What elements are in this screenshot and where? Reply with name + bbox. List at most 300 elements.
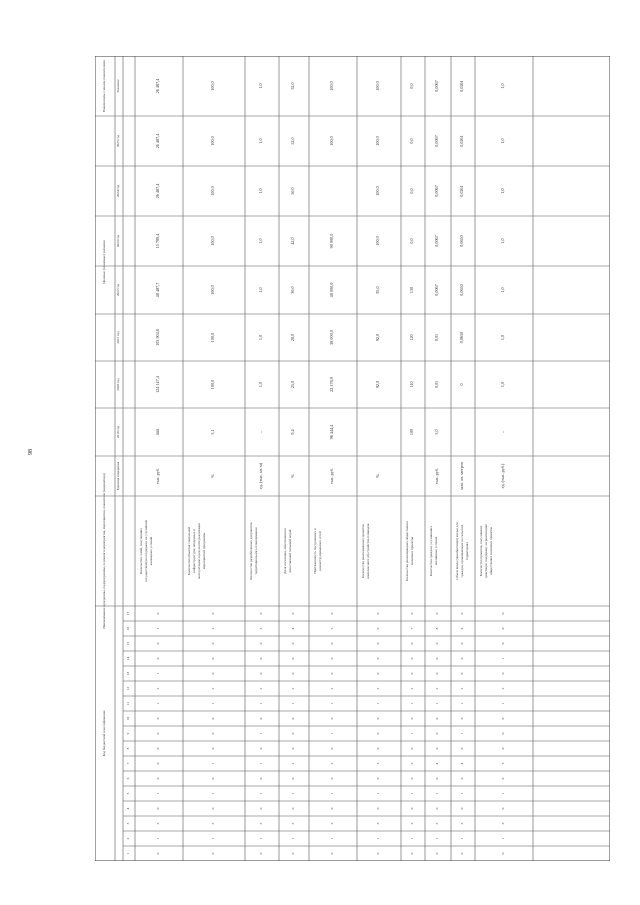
indicator-name: жилищные условия xyxy=(434,536,438,566)
code-digit: 3 xyxy=(259,627,263,630)
code-digit: 0 xyxy=(330,642,334,645)
indicator-name: Количество граждан, улучшивших xyxy=(429,525,433,577)
year-value-1: 0,01 xyxy=(434,380,439,389)
code-digit: 0 xyxy=(435,807,439,810)
code-digit: 0 xyxy=(259,642,263,645)
code-digit: 1 xyxy=(211,762,215,765)
year-value-5: 0,0261 xyxy=(459,185,464,197)
code-digit: 0 xyxy=(376,852,380,855)
year-value-6: 26 487,4 xyxy=(155,133,160,149)
indicator-table xyxy=(95,56,610,861)
base-value: 9,4 xyxy=(290,429,295,435)
last-value: 0,0 xyxy=(409,83,414,89)
indicator-name: грантовую поддержку на реализацию xyxy=(484,523,488,579)
code-digit: 0 xyxy=(501,627,505,630)
col-number: 5 xyxy=(126,792,130,795)
year-value-6: 1,0 xyxy=(500,138,505,144)
code-digit: 3 xyxy=(376,762,380,765)
code-digit: 1 xyxy=(291,702,295,705)
col-number: 17 xyxy=(126,611,130,616)
year-value-2: 1,0 xyxy=(500,334,505,341)
col-number: 3 xyxy=(126,822,130,825)
year-value-6: 100,0 xyxy=(210,136,215,146)
code-digit: 1 xyxy=(435,792,439,795)
year-value-6: 1,0 xyxy=(258,138,263,144)
year-value-6: 0,0 xyxy=(409,138,414,144)
code-digit: 1 xyxy=(435,837,439,840)
indicator-name: Объем ввода (приобретения) жилья для xyxy=(455,522,459,580)
indicator-name: Количество реализованных общественно xyxy=(405,521,409,581)
code-digit: 0 xyxy=(460,642,464,645)
unit-value: ед. (тыс. кв. м) xyxy=(258,462,263,490)
year-value-2: 0,01 xyxy=(434,333,439,342)
year-value-4: 0,0 xyxy=(409,238,414,244)
year-value-5: 100,0 xyxy=(375,186,380,196)
code-digit: 4 xyxy=(460,762,464,765)
code-digit: 0 xyxy=(291,717,295,720)
code-digit: 0 xyxy=(291,612,295,615)
code-digit: 0 xyxy=(211,717,215,720)
code-digit: 9 xyxy=(460,627,464,630)
base-value: 96 444,4 xyxy=(329,424,334,440)
code-digit: 5 xyxy=(501,762,505,765)
code-digit: 3 xyxy=(501,822,505,825)
code-digit: 0 xyxy=(330,747,334,750)
code-digit: 0 xyxy=(211,732,215,735)
code-digit: 0 xyxy=(156,657,160,660)
code-digit: 0 xyxy=(156,807,160,810)
indicator-name: граждан, проживающих на сельских xyxy=(460,524,464,578)
code-digit: 1 xyxy=(156,672,160,675)
code-digit: 0 xyxy=(330,777,334,780)
header-unit: Единица измерения xyxy=(116,461,120,491)
last-value: 1,0 xyxy=(500,83,505,89)
year-value-1: 124 147,4 xyxy=(155,376,160,393)
col-number: 13 xyxy=(126,671,130,676)
col-number: 14 xyxy=(126,656,130,661)
col-number: 9 xyxy=(126,732,130,735)
code-digit: 1 xyxy=(501,792,505,795)
last-value: 0,0261 xyxy=(459,80,464,92)
year-value-5: 0,0 xyxy=(409,188,414,194)
code-digit: 1 xyxy=(259,762,263,765)
code-digit: 4 xyxy=(435,762,439,765)
code-digit: 1 xyxy=(211,837,215,840)
code-digit: 0 xyxy=(376,672,380,675)
indicator-name: Количество разработанных документов xyxy=(249,522,253,580)
year-value-6: 0,0067 xyxy=(434,135,439,147)
code-digit: 0 xyxy=(435,777,439,780)
code-digit: 0 xyxy=(410,642,414,645)
year-value-1: 1,0 xyxy=(258,381,263,388)
code-digit: 1 xyxy=(460,837,464,840)
code-digit: 0 xyxy=(291,747,295,750)
code-digit: 0 xyxy=(376,642,380,645)
code-digit: 3 xyxy=(156,822,160,825)
unit-value: тыс. руб. xyxy=(434,468,439,484)
code-digit: 0 xyxy=(259,852,263,855)
code-digit: 2 xyxy=(435,687,439,690)
code-digit: 0 xyxy=(410,612,414,615)
year-value-4: 42,0 xyxy=(290,237,295,245)
code-digit: 1 xyxy=(460,702,464,705)
code-digit: 0 xyxy=(435,657,439,660)
code-digit: 3 xyxy=(435,822,439,825)
code-digit: 0 xyxy=(501,672,505,675)
base-value: – xyxy=(500,430,505,434)
code-digit: 0 xyxy=(435,732,439,735)
code-digit: 3 xyxy=(291,822,295,825)
code-digit: 1 xyxy=(410,732,414,735)
year-value-3: 1,0 xyxy=(258,287,263,293)
col-number: 2 xyxy=(126,837,130,840)
last-value: 100,0 xyxy=(375,81,380,91)
code-digit: 0 xyxy=(156,717,160,720)
code-digit: 0 xyxy=(211,852,215,855)
year-value-6: 100,0 xyxy=(329,136,334,146)
year-value-3: 0,0650 xyxy=(459,284,464,296)
code-digit: 1 xyxy=(211,702,215,705)
unit-value: млн. кв. метров xyxy=(459,462,464,490)
year-value-3: 0,0067 xyxy=(434,284,439,296)
code-digit: 0 xyxy=(501,717,505,720)
code-digit: 3 xyxy=(330,822,334,825)
year-value-1: 100,0 xyxy=(210,379,215,390)
code-digit: 0 xyxy=(211,657,215,660)
code-digit: 0 xyxy=(460,777,464,780)
year-value-2: 38 000,0 xyxy=(329,330,334,345)
code-digit: 0 xyxy=(259,807,263,810)
year-value-2: 92,0 xyxy=(375,333,380,342)
code-digit: 0 xyxy=(376,747,380,750)
indicator-name: качественной питьевой водой xyxy=(288,529,292,573)
header-base: 2019 год xyxy=(116,425,120,439)
col-number: 11 xyxy=(126,701,130,706)
code-digit: 0 xyxy=(211,672,215,675)
code-digit: 1 xyxy=(460,792,464,795)
header-last: Значение xyxy=(116,79,120,93)
code-digit: 2 xyxy=(460,687,464,690)
year-value-2: 103 904,8 xyxy=(155,329,160,346)
code-digit: 0 xyxy=(156,747,160,750)
code-digit: 0 xyxy=(501,777,505,780)
code-digit: 0 xyxy=(211,642,215,645)
code-digit: 0 xyxy=(259,717,263,720)
indicator-name: инфраструктуры, введенных в xyxy=(192,529,196,573)
code-digit: 1 xyxy=(156,627,160,630)
code-digit: 2 xyxy=(156,687,160,690)
code-digit: 1 xyxy=(330,732,334,735)
last-value: 0,0067 xyxy=(434,80,439,92)
code-digit: 2 xyxy=(291,762,295,765)
indicator-name: Количество проектов, получивших xyxy=(479,525,483,577)
year-value-4: 100,0 xyxy=(210,236,215,246)
code-digit: 2 xyxy=(211,687,215,690)
code-digit: 0 xyxy=(211,747,215,750)
code-digit: 1 xyxy=(211,792,215,795)
year-value-6: 100,0 xyxy=(375,136,380,146)
indicator-name: реконструированных сетей xyxy=(318,531,322,571)
code-digit: 0 xyxy=(460,612,464,615)
indicator-name: территориях xyxy=(465,541,469,561)
last-value: 1,0 xyxy=(258,83,263,89)
code-digit: 0 xyxy=(410,717,414,720)
indicator-name: комплексного обустройства площадок xyxy=(366,523,370,579)
code-digit: 1 xyxy=(410,792,414,795)
code-digit: 1 xyxy=(501,702,505,705)
year-value-5: 50,0 xyxy=(290,187,295,195)
code-digit: 0 xyxy=(435,672,439,675)
code-digit: 0 xyxy=(291,807,295,810)
code-digit: 1 xyxy=(330,792,334,795)
code-digit: 2 xyxy=(501,687,505,690)
year-value-6: 0,0261 xyxy=(459,135,464,147)
header-values-group: Целевые (плановые) значения xyxy=(102,240,106,284)
code-digit: 1 xyxy=(410,837,414,840)
code-digit: 0 xyxy=(460,747,464,750)
year-value-5: 1,0 xyxy=(258,188,263,194)
code-digit: 0 xyxy=(330,612,334,615)
code-digit: 0 xyxy=(460,657,464,660)
col-number: 15 xyxy=(126,641,130,646)
last-value: 52,0 xyxy=(290,82,295,90)
code-digit: 1 xyxy=(376,837,380,840)
unit-value: тыс. руб. xyxy=(329,468,334,484)
code-digit: 0 xyxy=(460,672,464,675)
code-digit: 0 xyxy=(376,732,380,735)
indicator-name: территориального планирования xyxy=(254,527,258,575)
unit-value: % xyxy=(290,474,295,478)
col-number: 4 xyxy=(126,807,130,810)
col-number: 8 xyxy=(126,747,130,750)
base-value: 100 xyxy=(409,428,414,436)
code-digit: 0 xyxy=(259,777,263,780)
code-digit: 1 xyxy=(376,702,380,705)
code-digit: 2 xyxy=(376,687,380,690)
year-value-2: 28,0 xyxy=(290,333,295,342)
year-value-1: 1,0 xyxy=(500,381,505,388)
code-digit: 1 xyxy=(259,732,263,735)
code-digit: 0 xyxy=(156,762,160,765)
code-digit: 0 xyxy=(410,672,414,675)
year-value-4: 15 789,4 xyxy=(155,233,160,249)
year-value-3: 48 487,7 xyxy=(155,282,160,298)
indicator-name: Количество реализованных проектов xyxy=(361,524,365,578)
year-value-3: 95,0 xyxy=(375,286,380,294)
year-value-2: 120 xyxy=(409,334,414,341)
last-value: 100,0 xyxy=(210,81,215,91)
code-digit: 1 xyxy=(410,702,414,705)
code-digit: 0 xyxy=(460,717,464,720)
code-digit: 0 xyxy=(330,657,334,660)
code-digit: 0 xyxy=(460,807,464,810)
code-digit: 3 xyxy=(460,822,464,825)
year-value-4: 90 000,0 xyxy=(329,233,334,249)
code-digit: 0 xyxy=(435,747,439,750)
unit-value: тыс. руб. xyxy=(155,468,160,484)
indicator-name: общественно значимых проектов xyxy=(489,527,493,575)
code-digit: 0 xyxy=(211,807,215,810)
code-digit: 0 xyxy=(435,612,439,615)
unit-value: % xyxy=(375,474,380,478)
base-value: – xyxy=(258,430,263,434)
code-digit: 4 xyxy=(291,627,295,630)
year-value-4: 100,0 xyxy=(375,236,380,246)
code-digit: 0 xyxy=(376,717,380,720)
code-digit: 1 xyxy=(501,837,505,840)
code-digit: 2 xyxy=(330,762,334,765)
code-digit: 6 xyxy=(376,627,380,630)
year-value-5: 1,0 xyxy=(500,188,505,194)
code-digit: 2 xyxy=(211,627,215,630)
page-number: 98 xyxy=(28,449,34,455)
base-value: 3,1 xyxy=(210,429,215,435)
header-code-group: Код бюджетной классификации xyxy=(102,710,106,757)
year-value-5: 0,0067 xyxy=(434,185,439,197)
col-number: 10 xyxy=(126,716,130,721)
header-year-4: 2023 год xyxy=(116,234,120,248)
code-digit: 1 xyxy=(460,732,464,735)
code-digit: 1 xyxy=(259,792,263,795)
code-digit: 1 xyxy=(330,837,334,840)
code-digit: 0 xyxy=(501,852,505,855)
code-digit: 0 xyxy=(291,777,295,780)
code-digit: 0 xyxy=(501,612,505,615)
code-digit: 2 xyxy=(259,687,263,690)
indicator-name: жилищных условий xyxy=(149,536,153,566)
code-digit: 0 xyxy=(410,807,414,810)
code-digit: 1 xyxy=(291,837,295,840)
header-relation: Взаимосвязь с иными показателями xyxy=(102,60,106,112)
year-value-3: 100,0 xyxy=(210,285,215,295)
code-digit: 0 xyxy=(156,612,160,615)
code-digit: 1 xyxy=(259,837,263,840)
code-digit: 0 xyxy=(291,732,295,735)
year-value-1: 25,0 xyxy=(290,380,295,389)
code-digit: 0 xyxy=(410,747,414,750)
code-digit: 0 xyxy=(410,777,414,780)
year-value-1: 22 178,9 xyxy=(329,377,334,392)
header-year-1: 2020 год xyxy=(116,378,120,391)
code-digit: 0 xyxy=(410,852,414,855)
code-digit: 1 xyxy=(376,792,380,795)
indicator-name: эксплуатацию в результате реализации xyxy=(197,522,201,580)
year-value-4: 1,0 xyxy=(500,238,505,244)
code-digit: 0 xyxy=(291,852,295,855)
code-digit: 0 xyxy=(156,642,160,645)
last-value: 100,0 xyxy=(329,81,334,91)
code-digit: 5 xyxy=(330,627,334,630)
year-value-4: 0,0067 xyxy=(434,235,439,247)
code-digit: 3 xyxy=(410,762,414,765)
header-year-2: 2021 год xyxy=(116,331,120,344)
code-digit: 0 xyxy=(291,657,295,660)
indicator-name: Количество объектов социальной xyxy=(187,526,191,576)
year-value-2: 100,0 xyxy=(210,332,215,343)
code-digit: 0 xyxy=(330,672,334,675)
year-value-1: 110 xyxy=(409,381,414,388)
code-digit: 3 xyxy=(410,822,414,825)
col-number: 6 xyxy=(126,777,130,780)
year-value-5: 26 487,4 xyxy=(155,183,160,199)
code-digit: 3 xyxy=(259,822,263,825)
year-value-2: 1,0 xyxy=(258,334,263,341)
code-digit: 1 xyxy=(291,792,295,795)
indicator-name: Протяженность построенных и xyxy=(313,528,317,574)
base-value: 3,0 xyxy=(434,429,439,435)
indicator-name: значимых проектов xyxy=(410,536,414,566)
code-digit: 0 xyxy=(501,642,505,645)
code-digit: 0 xyxy=(156,852,160,855)
code-digit: 0 xyxy=(259,672,263,675)
code-digit: 1 xyxy=(435,702,439,705)
code-digit: 0 xyxy=(501,807,505,810)
table-grid xyxy=(95,56,610,861)
code-digit: 1 xyxy=(501,657,505,660)
year-value-2: 0,0650 xyxy=(459,331,464,344)
code-digit: 0 xyxy=(291,672,295,675)
code-digit: 0 xyxy=(156,777,160,780)
header-year-6: 2025 год xyxy=(116,134,120,148)
code-digit: 0 xyxy=(410,657,414,660)
header-year-5: 2024 год xyxy=(116,184,120,198)
code-digit: 3 xyxy=(211,822,215,825)
code-digit: 0 xyxy=(330,807,334,810)
code-digit: 1 xyxy=(156,792,160,795)
code-digit: 3 xyxy=(376,822,380,825)
unit-value: ед. (тыс. руб.) xyxy=(500,463,505,489)
year-value-3: 48 000,0 xyxy=(329,282,334,298)
indicator-name: Доля населения, обеспеченного xyxy=(283,528,287,574)
header-indicator: Наименование программы, подпрограммы, основного мероприятия, мероприятия, показателя (индикатора) xyxy=(102,473,106,629)
year-value-3: 30,0 xyxy=(290,286,295,294)
indicator-name: мероприятий программы xyxy=(202,532,206,570)
code-digit: 0 xyxy=(435,852,439,855)
year-value-3: 130 xyxy=(409,286,414,294)
code-digit: 0 xyxy=(330,717,334,720)
year-value-6: 52,0 xyxy=(290,137,295,145)
code-digit: 1 xyxy=(330,702,334,705)
code-digit: 0 xyxy=(291,642,295,645)
code-digit: 0 xyxy=(460,852,464,855)
year-value-1: 0 xyxy=(459,383,464,386)
year-value-5: 100,0 xyxy=(210,186,215,196)
code-digit: 0 xyxy=(501,732,505,735)
indicator-name: Количество семей, получивших xyxy=(139,528,143,574)
year-value-1: 92,0 xyxy=(375,380,380,389)
code-digit: 2 xyxy=(291,687,295,690)
code-digit: 1 xyxy=(259,702,263,705)
last-value: 26 487,4 xyxy=(155,78,160,94)
indicator-name: государственную поддержку на улучшение xyxy=(144,519,148,583)
col-number: 7 xyxy=(126,762,130,765)
code-digit: 2 xyxy=(330,687,334,690)
col-number: 12 xyxy=(126,686,130,691)
year-value-3: 1,0 xyxy=(500,287,505,293)
code-digit: 0 xyxy=(211,777,215,780)
year-value-4: 1,0 xyxy=(258,238,263,244)
code-digit: 0 xyxy=(435,642,439,645)
code-digit: 1 xyxy=(156,837,160,840)
code-digit: 0 xyxy=(376,612,380,615)
unit-value: % xyxy=(210,474,215,478)
code-digit: 8 xyxy=(435,627,439,630)
code-digit: 0 xyxy=(259,747,263,750)
code-digit: 1 xyxy=(156,702,160,705)
code-digit: 7 xyxy=(410,627,414,630)
code-digit: 0 xyxy=(259,657,263,660)
code-digit: 0 xyxy=(211,612,215,615)
